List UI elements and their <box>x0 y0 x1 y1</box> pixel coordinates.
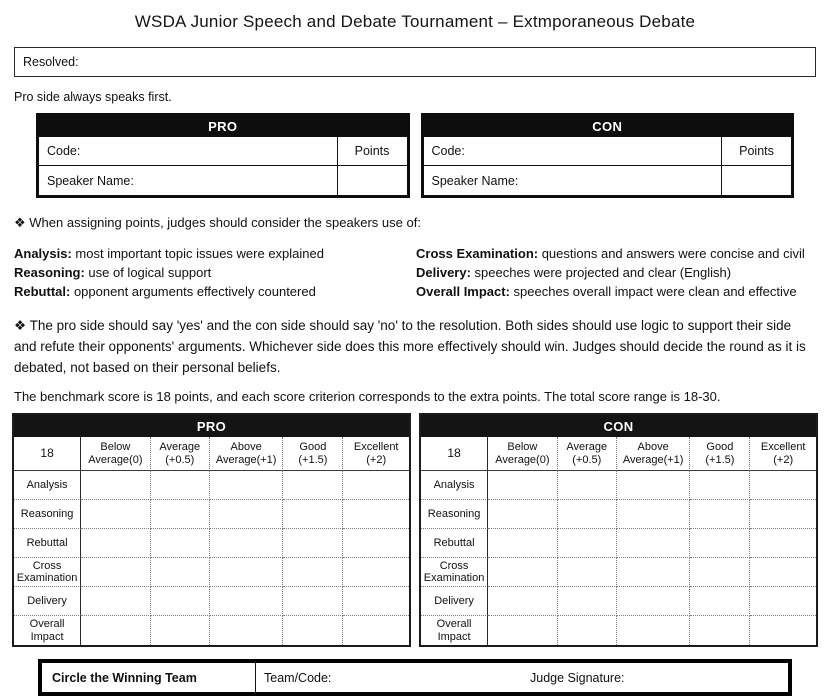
pro-speaker-label: Speaker Name: <box>47 173 134 188</box>
pro-team-table <box>36 113 410 198</box>
score-cell[interactable] <box>151 587 210 616</box>
pro-row-label-reasoning: Reasoning <box>14 500 81 529</box>
score-cell[interactable] <box>488 529 558 558</box>
score-cell[interactable] <box>210 500 283 529</box>
score-cell[interactable] <box>343 471 409 500</box>
con-row-label-delivery: Delivery <box>421 587 488 616</box>
pro-col-above-average: Above Average(+1) <box>210 437 283 471</box>
criterion-reasoning: Reasoning: use of logical support <box>14 265 212 280</box>
pro-row-label-cross-examination: Cross Examination <box>14 558 81 587</box>
score-cell[interactable] <box>283 616 343 645</box>
score-cell[interactable] <box>617 587 690 616</box>
pro-points-field[interactable] <box>338 166 407 195</box>
score-cell[interactable] <box>558 471 617 500</box>
pro-score-header: PRO <box>14 415 409 437</box>
score-cell[interactable] <box>690 529 750 558</box>
score-cell[interactable] <box>283 500 343 529</box>
score-cell[interactable] <box>151 500 210 529</box>
con-row-label-analysis: Analysis <box>421 471 488 500</box>
score-cell[interactable] <box>488 587 558 616</box>
con-table-header: CON <box>424 116 792 137</box>
con-col-average: Average (+0.5) <box>558 437 617 471</box>
team-tables-row <box>36 113 794 198</box>
pro-score-table <box>12 413 411 647</box>
criterion-overall-impact: Overall Impact: speeches overall impact were clean and effective <box>416 284 797 299</box>
pro-speaker-field[interactable] <box>39 166 338 195</box>
score-cell[interactable] <box>210 558 283 587</box>
score-cell[interactable] <box>750 558 816 587</box>
score-cell[interactable] <box>488 558 558 587</box>
criterion-delivery: Delivery: speeches were projected and clear (English) <box>416 265 732 280</box>
score-cell[interactable] <box>617 500 690 529</box>
con-benchmark-cell: 18 <box>421 437 488 471</box>
pro-col-below-average: Below Average(0) <box>81 437 151 471</box>
con-points-field[interactable] <box>722 166 791 195</box>
criteria-left-column <box>14 244 416 301</box>
pro-col-average: Average (+0.5) <box>151 437 210 471</box>
score-cell[interactable] <box>283 471 343 500</box>
criterion-analysis: Analysis: most important topic issues were explained <box>14 246 324 261</box>
pro-code-label: Code: <box>47 144 81 158</box>
score-cell[interactable] <box>617 529 690 558</box>
score-cell[interactable] <box>558 558 617 587</box>
team-code-field[interactable] <box>256 663 522 692</box>
con-row-label-reasoning: Reasoning <box>421 500 488 529</box>
score-cell[interactable] <box>210 471 283 500</box>
con-code-label: Code: <box>431 144 465 158</box>
con-speaker-field[interactable] <box>424 166 723 195</box>
con-score-header: CON <box>421 415 816 437</box>
resolved-field[interactable] <box>14 47 816 77</box>
score-cell[interactable] <box>690 500 750 529</box>
pro-row-label-analysis: Analysis <box>14 471 81 500</box>
con-row-label-overall-impact: Overall Impact <box>421 616 488 645</box>
pro-col-excellent: Excellent (+2) <box>343 437 409 471</box>
score-cell[interactable] <box>343 616 409 645</box>
score-cell[interactable] <box>283 529 343 558</box>
score-cell[interactable] <box>151 471 210 500</box>
score-cell[interactable] <box>283 587 343 616</box>
score-cell[interactable] <box>617 558 690 587</box>
score-cell[interactable] <box>210 587 283 616</box>
criterion-cross-examination: Cross Examination: questions and answers were concise and civil <box>416 246 805 261</box>
benchmark-note: The benchmark score is 18 points, and each score criterion corresponds to the extra points. The total score range is 18-30. <box>14 389 721 404</box>
con-col-below-average: Below Average(0) <box>488 437 558 471</box>
pro-table-header: PRO <box>39 116 407 137</box>
pro-points-header: Points <box>338 137 407 166</box>
score-cell[interactable] <box>81 471 151 500</box>
circle-winning-team-label: Circle the Winning Team <box>42 663 256 692</box>
score-cell[interactable] <box>558 616 617 645</box>
score-cell[interactable] <box>81 616 151 645</box>
pro-row-label-overall-impact: Overall Impact <box>14 616 81 645</box>
page-title: WSDA Junior Speech and Debate Tournament – Extmporaneous Debate <box>134 12 696 31</box>
score-cell[interactable] <box>283 558 343 587</box>
con-speaker-label: Speaker Name: <box>431 173 519 188</box>
con-team-table <box>421 113 795 198</box>
team-code-label: Team/Code: <box>264 670 332 685</box>
score-cell[interactable] <box>343 500 409 529</box>
score-cell[interactable] <box>81 500 151 529</box>
pro-row-label-delivery: Delivery <box>14 587 81 616</box>
score-cell[interactable] <box>617 471 690 500</box>
winner-bar <box>38 659 792 696</box>
score-cell[interactable] <box>488 500 558 529</box>
criteria-columns <box>14 244 818 301</box>
score-cell[interactable] <box>343 587 409 616</box>
score-cell[interactable] <box>558 587 617 616</box>
score-cell[interactable] <box>690 471 750 500</box>
pro-code-field[interactable] <box>39 137 338 166</box>
judge-signature-field[interactable] <box>522 663 788 692</box>
score-cell[interactable] <box>81 529 151 558</box>
judging-instructions: ❖ The pro side should say 'yes' and the con side should say 'no' to the resolution. Both sides should use logic to support their side and refute their opponents' arguments. Whichever side does this more effectively should win. Judges should decide the round as it is debated, not based on their personal beliefs. <box>14 318 806 375</box>
score-cell[interactable] <box>210 616 283 645</box>
score-cell[interactable] <box>343 558 409 587</box>
score-cell[interactable] <box>750 471 816 500</box>
con-col-above-average: Above Average(+1) <box>617 437 690 471</box>
score-cell[interactable] <box>151 558 210 587</box>
score-cell[interactable] <box>210 529 283 558</box>
judge-signature-label: Judge Signature: <box>530 670 625 685</box>
pro-row-label-rebuttal: Rebuttal <box>14 529 81 558</box>
criteria-intro: ❖ When assigning points, judges should consider the speakers use of: <box>14 215 421 230</box>
criteria-right-column <box>416 244 818 301</box>
score-cell[interactable] <box>488 616 558 645</box>
score-cell[interactable] <box>750 587 816 616</box>
score-tables-row <box>12 413 818 647</box>
score-cell[interactable] <box>750 500 816 529</box>
score-cell[interactable] <box>750 616 816 645</box>
pro-col-good: Good (+1.5) <box>283 437 343 471</box>
pro-benchmark-cell: 18 <box>14 437 81 471</box>
score-cell[interactable] <box>81 587 151 616</box>
score-cell[interactable] <box>690 558 750 587</box>
con-code-field[interactable] <box>424 137 723 166</box>
con-row-label-rebuttal: Rebuttal <box>421 529 488 558</box>
score-cell[interactable] <box>690 616 750 645</box>
resolved-label: Resolved: <box>23 55 79 69</box>
con-col-good: Good (+1.5) <box>690 437 750 471</box>
score-cell[interactable] <box>558 529 617 558</box>
score-cell[interactable] <box>750 529 816 558</box>
score-cell[interactable] <box>690 587 750 616</box>
score-cell[interactable] <box>81 558 151 587</box>
score-cell[interactable] <box>617 616 690 645</box>
con-row-label-cross-examination: Cross Examination <box>421 558 488 587</box>
con-score-table <box>419 413 818 647</box>
score-cell[interactable] <box>558 500 617 529</box>
criterion-rebuttal: Rebuttal: opponent arguments effectively countered <box>14 284 316 299</box>
score-cell[interactable] <box>151 529 210 558</box>
con-col-excellent: Excellent (+2) <box>750 437 816 471</box>
score-cell[interactable] <box>151 616 210 645</box>
score-cell[interactable] <box>343 529 409 558</box>
score-cell[interactable] <box>488 471 558 500</box>
con-points-header: Points <box>722 137 791 166</box>
pro-first-note: Pro side always speaks first. <box>14 90 172 104</box>
